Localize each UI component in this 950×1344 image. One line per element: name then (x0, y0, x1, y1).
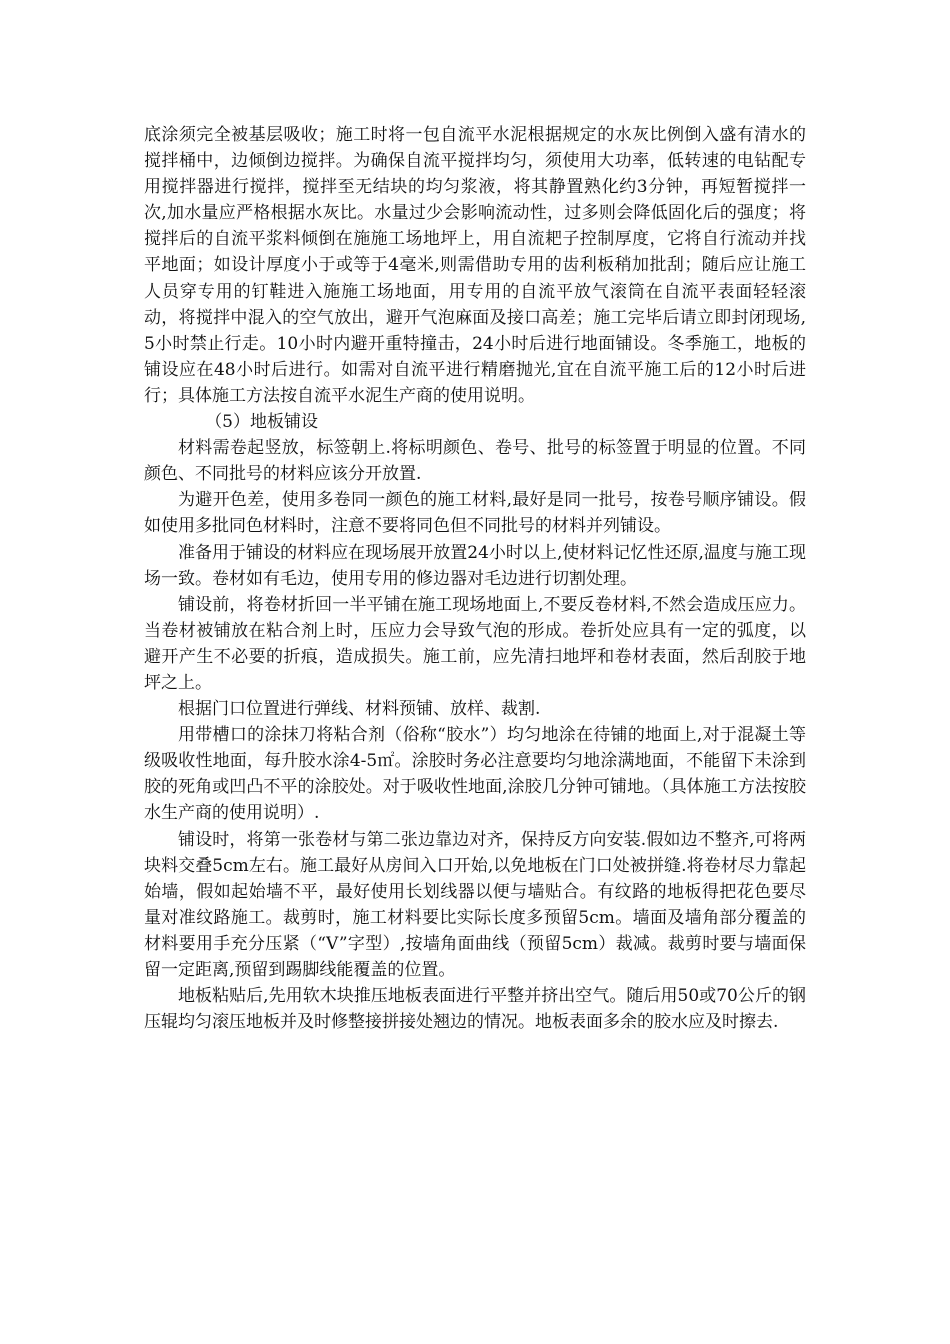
paragraph-before-laying: 铺设前，将卷材折回一半平铺在施工现场地面上,不要反卷材料,不然会造成压应力。当卷材被铺放在粘合剂上时，压应力会导致气泡的形成。卷折处应具有一定的弧度，以避开产生不必要的折痕，造成损失。施工前，应先清扫地坪和卷材表面，然后刮胶于地坪之上。 (144, 594, 806, 693)
paragraph-rolling-finish: 地板粘贴后,先用软木块推压地板表面进行平整并挤出空气。随后用50或70公斤的钢压辊均匀滚压地板并及时修整接拼接处翘边的情况。地板表面多余的胶水应及时擦去. (144, 986, 806, 1033)
paragraph-material-preparation: 准备用于铺设的材料应在现场展开放置24小时以上,使材料记忆性还原,温度与施工现场一致。卷材如有毛边，使用专用的修边器对毛边进行切割处理。 (144, 542, 806, 589)
document-page (144, 122, 806, 1035)
paragraph-line-marking: 根据门口位置进行弹线、材料预铺、放样、裁割. (178, 699, 541, 720)
paragraph-material-storage: 材料需卷起竖放，标签朝上.将标明颜色、卷号、批号的标签置于明显的位置。不同颜色、不同批号的材料应该分开放置. (144, 438, 806, 485)
paragraph-color-difference: 为避开色差，使用多卷同一颜色的施工材料,最好是同一批号，按卷号顺序铺设。假如使用多批同色材料时，注意不要将同色但不同批号的材料并列铺设。 (144, 490, 806, 537)
section-heading-floor-laying: （5）地板铺设 (205, 412, 319, 433)
paragraph-laying-procedure: 铺设时，将第一张卷材与第二张边靠边对齐，保持反方向安装.假如边不整齐,可将两块料交叠5cm左右。施工最好从房间入口开始,以免地板在门口处被拼缝.将卷材尽力靠起始墙，假如起始墙不平，最好使用长划线器以便与墙贴合。有纹路的地板得把花色要尽量对准纹路施工。裁剪时，施工材料要比实际长度多预留5cm。墙面及墙角部分覆盖的材料要用手充分压紧（“V”字型）,按墙角面曲线（预留5cm）裁减。裁剪时要与墙面保留一定距离,预留到踢脚线能覆盖的位置。 (144, 829, 806, 980)
paragraph-adhesive-application: 用带槽口的涂抹刀将粘合剂（俗称“胶水”）均匀地涂在待铺的地面上,对于混凝土等级吸收性地面，每升胶水涂4-5㎡。涂胶时务必注意要均匀地涂满地面，不能留下未涂到胶的死角或凹凸不平的涂胶处。对于吸收性地面,涂胶几分钟可铺地。（具体施工方法按胶水生产商的使用说明）. (144, 725, 806, 824)
paragraph-self-leveling-continuation: 底涂须完全被基层吸收；施工时将一包自流平水泥根据规定的水灰比例倒入盛有清水的搅拌桶中，边倾倒边搅拌。为确保自流平搅拌均匀，须使用大功率，低转速的电钻配专用搅拌器进行搅拌，搅拌至无结块的均匀浆液，将其静置熟化约3分钟，再短暂搅拌一次,加水量应严格根据水灰比。水量过少会影响流动性，过多则会降低固化后的强度；将搅拌后的自流平浆料倾倒在施施工场地坪上，用自流耙子控制厚度，它将自行流动并找平地面；如设计厚度小于或等于4毫米,则需借助专用的齿利板稍加批刮；随后应让施工人员穿专用的钉鞋进入施施工场地面，用专用的自流平放气滚筒在自流平表面轻轻滚动，将搅拌中混入的空气放出，避开气泡麻面及接口高差；施工完毕后请立即封闭现场,5小时禁止行走。10小时内避开重特撞击，24小时后进行地面铺设。冬季施工，地板的铺设应在48小时后进行。如需对自流平进行精磨抛光,宜在自流平施工后的12小时后进行；具体施工方法按自流平水泥生产商的使用说明。 (144, 125, 806, 406)
